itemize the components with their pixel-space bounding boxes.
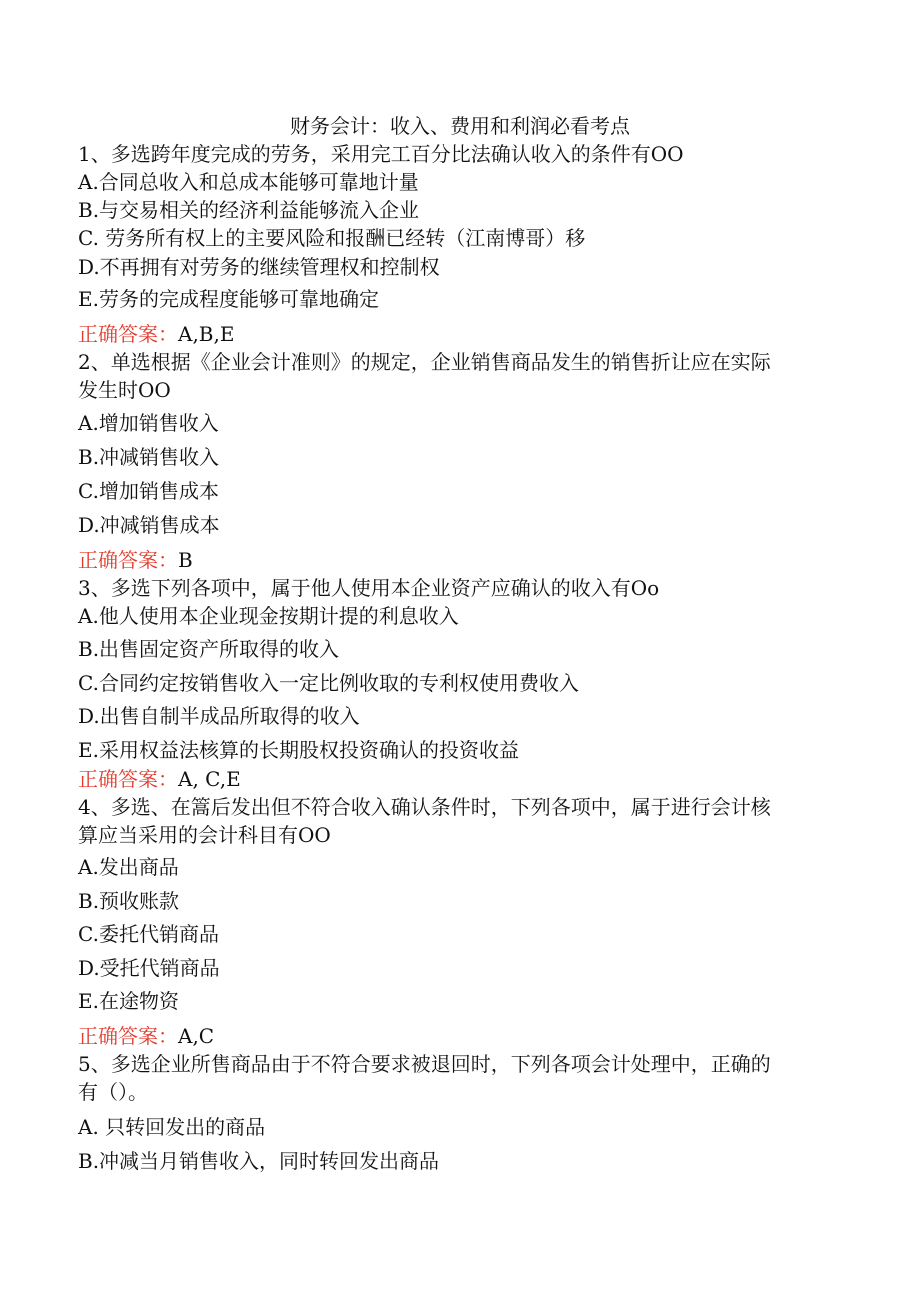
question-1-option-b: B.与交易相关的经济利益能够流入企业 <box>78 198 420 222</box>
question-3-stem: 3、多选下列各项中，属于他人使用本企业资产应确认的收入有Oo <box>78 576 660 600</box>
question-3-option-d: D.出售自制半成品所取得的收入 <box>78 704 360 728</box>
question-1-option-c: C. 劳务所有权上的主要风险和报酬已经转（江南博哥）移 <box>78 226 586 250</box>
answer-label: 正确答案： <box>78 322 178 346</box>
question-5-option-b: B.冲减当月销售收入，同时转回发出商品 <box>78 1149 440 1173</box>
document-title: 财务会计：收入、费用和利润必看考点 <box>290 114 630 138</box>
answer-value: A, C,E <box>178 767 241 791</box>
question-2-option-d: D.冲减销售成本 <box>78 513 220 537</box>
answer-label: 正确答案： <box>78 1024 178 1048</box>
question-3-option-b: B.出售固定资产所取得的收入 <box>78 637 340 661</box>
question-3-option-e: E.采用权益法核算的长期股权投资确认的投资收益 <box>78 738 519 762</box>
question-1-stem: 1、多选跨年度完成的劳务，采用完工百分比法确认收入的条件有OO <box>78 142 684 166</box>
question-2-answer <box>78 547 193 573</box>
question-5-stem: 5、多选企业所售商品由于不符合要求被退回时，下列各项会计处理中，正确的 <box>78 1052 771 1076</box>
question-4-stem: 4、多选、在篙后发出但不符合收入确认条件时，下列各项中，属于进行会计核 <box>78 795 771 819</box>
question-4-option-b: B.预收账款 <box>78 889 180 913</box>
answer-value: A,B,E <box>178 322 235 346</box>
question-2-option-a: A.增加销售收入 <box>78 411 219 435</box>
question-3-option-c: C.合同约定按销售收入一定比例收取的专利权使用费收入 <box>78 671 579 695</box>
question-2-stem: 2、单选根据《企业会计准则》的规定，企业销售商品发生的销售折让应在实际 <box>78 350 771 374</box>
answer-value: B <box>178 548 193 572</box>
question-4-option-e: E.在途物资 <box>78 989 179 1013</box>
answer-label: 正确答案： <box>78 548 178 572</box>
question-4-option-d: D.受托代销商品 <box>78 956 220 980</box>
question-3-option-a: A.他人使用本企业现金按期计提的利息收入 <box>78 604 459 628</box>
answer-value: A,C <box>178 1024 215 1048</box>
question-4-stem-cont: 算应当采用的会计科目有OO <box>78 823 331 847</box>
question-2-option-b: B.冲减销售收入 <box>78 445 220 469</box>
question-3-answer <box>78 766 241 792</box>
question-1-answer <box>78 321 234 347</box>
answer-label: 正确答案： <box>78 767 178 791</box>
question-1-option-e: E.劳务的完成程度能够可靠地确定 <box>78 287 379 311</box>
question-4-option-c: C.委托代销商品 <box>78 922 219 946</box>
question-5-option-a: A. 只转回发出的商品 <box>78 1115 266 1139</box>
question-1-option-d: D.不再拥有对劳务的继续管理权和控制权 <box>78 255 440 279</box>
question-1-option-a: A.合同总收入和总成本能够可靠地计量 <box>78 170 419 194</box>
question-5-stem-cont: 有（）。 <box>78 1080 148 1104</box>
question-4-option-a: A.发出商品 <box>78 855 179 879</box>
question-2-option-c: C.增加销售成本 <box>78 479 219 503</box>
question-2-stem-cont: 发生时OO <box>78 378 171 402</box>
question-4-answer <box>78 1023 214 1049</box>
